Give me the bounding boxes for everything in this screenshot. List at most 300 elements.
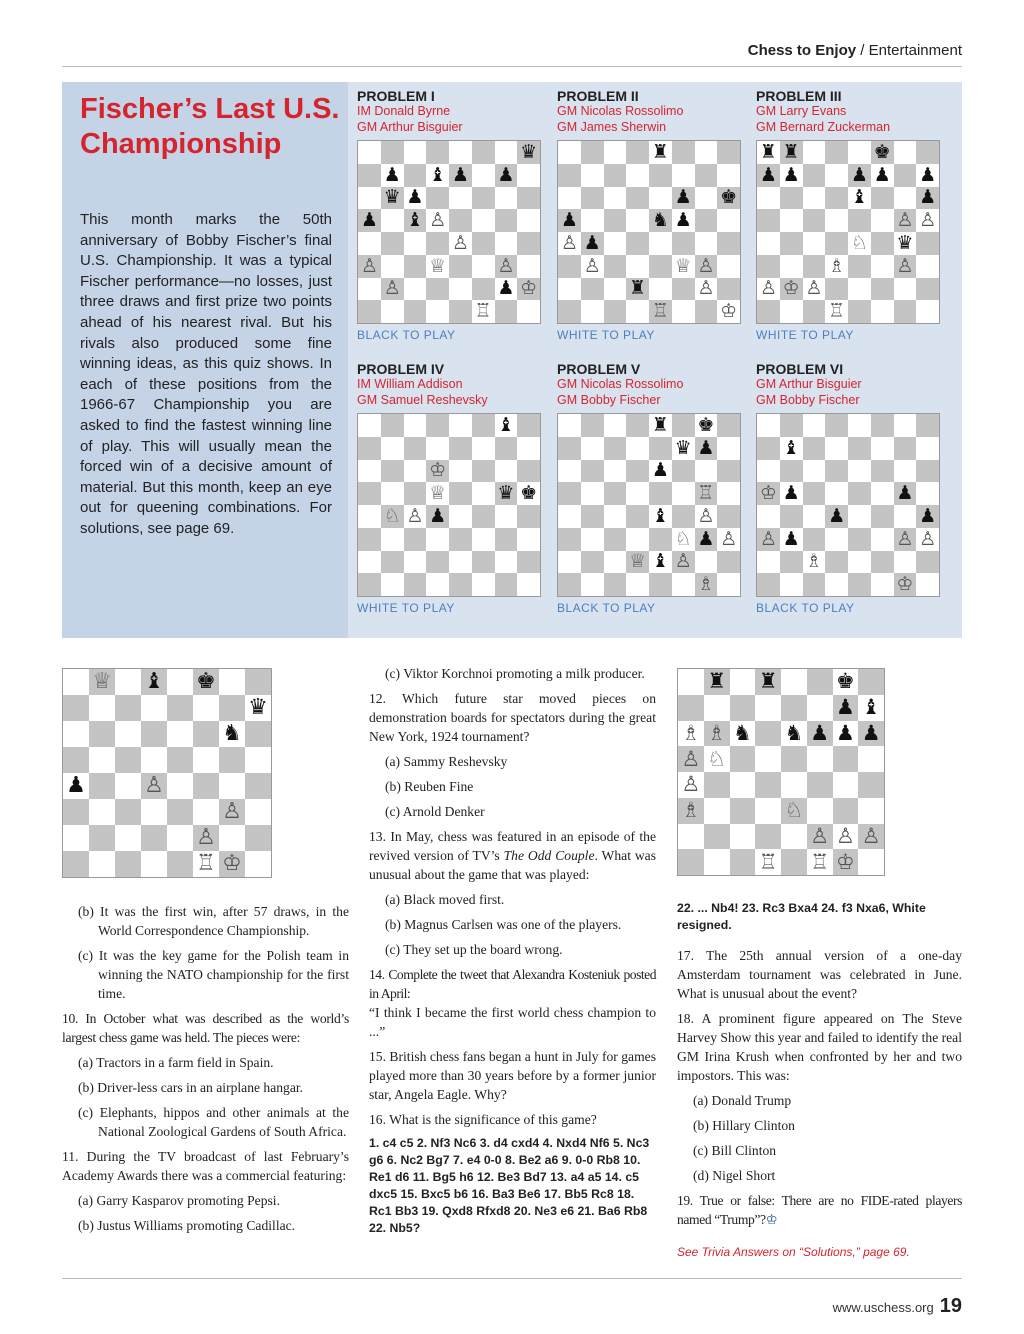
board-square [717, 164, 740, 187]
board-square [825, 209, 848, 232]
black-pawn-icon: ♟ [651, 459, 669, 482]
problem-4 [357, 361, 542, 615]
board-square [730, 721, 756, 747]
board-square [63, 773, 89, 799]
white-bishop-icon: ♗ [707, 720, 727, 745]
white-pawn-icon: ♙ [759, 527, 777, 550]
board-square [825, 278, 848, 301]
board-square [558, 232, 581, 255]
board-square [916, 278, 939, 301]
board-square [672, 482, 695, 505]
white-knight-icon: ♘ [784, 798, 804, 823]
board-square [717, 414, 740, 437]
chess-board [756, 413, 940, 597]
black-knight-icon: ♞ [784, 720, 804, 745]
board-square [472, 278, 495, 301]
answer-13b: (b) Magnus Carlsen was one of the players. [385, 917, 622, 932]
black-pawn-icon: ♟ [919, 186, 937, 209]
board-square [517, 482, 540, 505]
board-square [626, 187, 649, 210]
answer-12a: (a) Sammy Reshevsky [385, 754, 508, 769]
black-knight-icon: ♞ [732, 720, 752, 745]
board-square [781, 669, 807, 695]
board-square [141, 825, 167, 851]
black-bishop-icon: ♝ [429, 163, 447, 186]
board-square [848, 209, 871, 232]
board-square [63, 747, 89, 773]
show-title: The Odd Couple [503, 848, 595, 863]
to-play-label: WHITE TO PLAY [357, 601, 455, 615]
board-square [894, 573, 917, 596]
board-square [803, 573, 826, 596]
chess-board [756, 140, 940, 324]
board-square [755, 669, 781, 695]
board-square [678, 721, 704, 747]
white-bishop-icon: ♗ [828, 254, 846, 277]
board-square [803, 300, 826, 323]
board-square [833, 772, 859, 798]
board-square [649, 437, 672, 460]
board-square [495, 209, 518, 232]
board-square [495, 573, 518, 596]
white-king-icon: ♔ [222, 851, 242, 876]
white-pawn-icon: ♙ [835, 823, 855, 848]
black-rook-icon: ♜ [782, 141, 800, 163]
board-square [219, 669, 245, 695]
board-square [916, 482, 939, 505]
board-square [757, 164, 780, 187]
column-3 [677, 900, 962, 1262]
board-square [858, 669, 884, 695]
header-rule [62, 66, 962, 67]
board-square [695, 528, 718, 551]
board-square [517, 414, 540, 437]
board-square [757, 255, 780, 278]
board-square [871, 551, 894, 574]
white-pawn-icon: ♙ [360, 254, 378, 277]
board-square [426, 141, 449, 164]
board-square [704, 824, 730, 850]
board-square [472, 528, 495, 551]
board-square [404, 482, 427, 505]
problem-white: IM Donald Byrne [357, 104, 451, 118]
board-square [219, 851, 245, 877]
board-square [495, 164, 518, 187]
black-rook-icon: ♜ [651, 414, 669, 436]
board-square [704, 772, 730, 798]
board-square [426, 209, 449, 232]
board-square [871, 482, 894, 505]
board-square [871, 437, 894, 460]
board-square [803, 528, 826, 551]
board-square [426, 528, 449, 551]
board-square [472, 164, 495, 187]
board-square [517, 300, 540, 323]
board-square [649, 528, 672, 551]
board-square [672, 164, 695, 187]
board-square [89, 695, 115, 721]
board-square [115, 825, 141, 851]
board-square [894, 164, 917, 187]
white-rook-icon: ♖ [758, 849, 778, 874]
board-square [449, 187, 472, 210]
white-knight-icon: ♘ [383, 505, 401, 527]
black-rook-icon: ♜ [707, 669, 727, 694]
board-square [755, 721, 781, 747]
black-pawn-icon: ♟ [835, 720, 855, 745]
column-2 [369, 664, 656, 1237]
board-square [558, 164, 581, 187]
answer-13c: (c) They set up the board wrong. [385, 942, 563, 957]
board-square [245, 799, 271, 825]
board-square [495, 505, 518, 528]
board-square [358, 460, 381, 483]
problem-title: PROBLEM I [357, 88, 435, 104]
board-square [472, 300, 495, 323]
board-square [245, 695, 271, 721]
question-16: 16. What is the significance of this game? [369, 1112, 597, 1127]
board-square [780, 187, 803, 210]
white-pawn-icon: ♙ [497, 254, 515, 277]
board-square [825, 573, 848, 596]
black-pawn-icon: ♟ [451, 163, 469, 186]
board-square [678, 669, 704, 695]
white-pawn-icon: ♙ [383, 277, 401, 300]
board-square [858, 772, 884, 798]
board-square [717, 528, 740, 551]
board-square [193, 773, 219, 799]
board-square [894, 414, 917, 437]
board-square [848, 278, 871, 301]
board-square [803, 551, 826, 574]
board-square [581, 551, 604, 574]
board-square [649, 414, 672, 437]
board-square [755, 798, 781, 824]
question-13-text: 13. In May, chess was featured in an episode of the revived version of TV’s [369, 829, 656, 863]
black-knight-icon: ♞ [651, 209, 669, 232]
board-square [848, 164, 871, 187]
board-square [871, 278, 894, 301]
problem-white: GM Larry Evans [756, 104, 847, 118]
board-square [626, 528, 649, 551]
board-square [63, 799, 89, 825]
black-bishop-icon: ♝ [144, 669, 164, 694]
board-square [916, 187, 939, 210]
board-square [825, 164, 848, 187]
answer-11a: (a) Garry Kasparov promoting Pepsi. [78, 1193, 280, 1208]
answers-reference: See Trivia Answers on “Solutions,” page 69. [677, 1245, 910, 1259]
board-square [472, 414, 495, 437]
game-conclusion: 22. ... Nb4! 23. Rc3 Bxa4 24. f3 Nxa6, White resigned. [677, 901, 926, 932]
board-square [871, 300, 894, 323]
white-pawn-icon: ♙ [674, 550, 692, 573]
board-square [558, 551, 581, 574]
board-square [381, 209, 404, 232]
footer-rule [62, 1278, 962, 1279]
board-square [649, 278, 672, 301]
board-square [558, 141, 581, 164]
answer-13a: (a) Black moved first. [385, 892, 505, 907]
board-square [871, 528, 894, 551]
board-square [704, 721, 730, 747]
question-12: 12. Which future star moved pieces on demonstration boards for spectators during the great New York, 1924 tournament? [369, 691, 656, 744]
board-square [558, 278, 581, 301]
board-square [404, 278, 427, 301]
board-square [404, 187, 427, 210]
board-square [404, 505, 427, 528]
board-square [63, 851, 89, 877]
black-bishop-icon: ♝ [406, 209, 424, 232]
problem-white: GM Arthur Bisguier [756, 377, 862, 391]
board-square [115, 799, 141, 825]
problem-black: GM Arthur Bisguier [357, 119, 463, 134]
board-square [472, 551, 495, 574]
board-square [780, 255, 803, 278]
board-square [755, 772, 781, 798]
board-square [717, 300, 740, 323]
white-pawn-icon: ♙ [681, 746, 701, 771]
board-square [449, 300, 472, 323]
answer-10b: (b) Driver-less cars in an airplane hangar. [78, 1080, 304, 1095]
board-square [695, 209, 718, 232]
board-square [604, 141, 627, 164]
white-rook-icon: ♖ [697, 482, 715, 505]
board-square [381, 573, 404, 596]
black-queen-icon: ♛ [520, 141, 538, 163]
board-square [717, 505, 740, 528]
board-square [472, 505, 495, 528]
white-pawn-icon: ♙ [896, 527, 914, 550]
board-square [517, 187, 540, 210]
board-square [858, 695, 884, 721]
footer-url: www.uschess.org [832, 1300, 934, 1315]
question-19 [677, 1191, 962, 1229]
board-square [449, 551, 472, 574]
end-mark-icon: ♔ [765, 1212, 778, 1227]
board-square [871, 164, 894, 187]
board-square [916, 414, 939, 437]
problem-white: IM William Addison [357, 377, 463, 391]
board-square [780, 164, 803, 187]
board-square [848, 460, 871, 483]
white-pawn-icon: ♙ [919, 209, 937, 232]
board-square [695, 414, 718, 437]
black-knight-icon: ♞ [222, 721, 242, 746]
board-square [757, 414, 780, 437]
board-square [517, 505, 540, 528]
white-pawn-icon: ♙ [720, 527, 738, 550]
board-square [894, 278, 917, 301]
white-pawn-icon: ♙ [697, 277, 715, 300]
board-square [649, 187, 672, 210]
board-square [894, 551, 917, 574]
board-square [825, 232, 848, 255]
board-square [695, 164, 718, 187]
board-square [848, 300, 871, 323]
board-square [825, 437, 848, 460]
answer-11c: (c) Viktor Korchnoi promoting a milk producer. [385, 666, 645, 681]
board-square [558, 505, 581, 528]
black-pawn-icon: ♟ [759, 163, 777, 186]
answer-9b: (b) It was the first win, after 57 draws, in the World Correspondence Championship. [78, 904, 349, 938]
board-square [780, 551, 803, 574]
board-square [848, 414, 871, 437]
board-square [780, 414, 803, 437]
board-square [717, 460, 740, 483]
board-square [517, 232, 540, 255]
board-square [604, 278, 627, 301]
board-square [780, 460, 803, 483]
board-square [704, 746, 730, 772]
board-square [858, 798, 884, 824]
black-pawn-icon: ♟ [782, 527, 800, 550]
board-square [472, 460, 495, 483]
board-square [449, 278, 472, 301]
question-19-text: 19. True or false: There are no FIDE-rated players named “Trump”? [677, 1193, 962, 1227]
board-square [649, 573, 672, 596]
board-square [678, 849, 704, 875]
white-pawn-icon: ♙ [560, 232, 578, 254]
board-square [558, 528, 581, 551]
board-square [803, 460, 826, 483]
problem-6 [756, 361, 941, 615]
board-square [604, 437, 627, 460]
board-square [381, 551, 404, 574]
quiz-board-right [677, 668, 885, 876]
board-square [449, 505, 472, 528]
question-13 [369, 827, 656, 884]
question-11: 11. During the TV broadcast of last February’s Academy Awards there was a commercial featuring: [62, 1149, 349, 1183]
board-square [833, 746, 859, 772]
board-square [358, 482, 381, 505]
black-pawn-icon: ♟ [497, 163, 515, 186]
board-square [626, 209, 649, 232]
board-square [141, 721, 167, 747]
board-square [63, 695, 89, 721]
black-pawn-icon: ♟ [697, 527, 715, 550]
problem-5 [557, 361, 742, 615]
board-square [807, 849, 833, 875]
board-square [916, 505, 939, 528]
problem-black: GM Bobby Fischer [756, 392, 860, 407]
board-square [678, 798, 704, 824]
board-square [558, 209, 581, 232]
board-square [858, 849, 884, 875]
white-pawn-icon: ♙ [697, 254, 715, 277]
board-square [581, 573, 604, 596]
board-square [581, 437, 604, 460]
board-square [581, 141, 604, 164]
board-square [141, 695, 167, 721]
black-king-icon: ♚ [873, 141, 891, 163]
board-square [426, 505, 449, 528]
white-king-icon: ♔ [429, 459, 447, 482]
board-square [358, 209, 381, 232]
board-square [807, 772, 833, 798]
board-square [695, 482, 718, 505]
board-square [449, 414, 472, 437]
black-king-icon: ♚ [520, 482, 538, 505]
black-queen-icon: ♛ [497, 482, 515, 505]
board-square [426, 460, 449, 483]
board-square [848, 551, 871, 574]
game-moves: 1. c4 c5 2. Nf3 Nc6 3. d4 cxd4 4. Nxd4 Nf6 5. Nc3 g6 6. Nc2 Bg7 7. e4 0-0 8. Be2 a6 9. 0-0 Rb8 10. Re1 d6 11. Bg5 h6 12. Be3 Bd7 13. a4 a5 14. c5 dxc5 15. Bxc5 b6 16. Ba3 Be6 17. Bb5 Rc8 18. Rc1 Bb3 19. Qxd8 Rfxd8 20. Ne3 e6 21. Ba6 Rb8 22. Nb5? [369, 1136, 650, 1235]
board-square [141, 669, 167, 695]
board-square [381, 482, 404, 505]
white-knight-icon: ♘ [707, 746, 727, 771]
board-square [495, 300, 518, 323]
answer-10a: (a) Tractors in a farm field in Spain. [78, 1055, 274, 1070]
board-square [115, 669, 141, 695]
board-square [626, 551, 649, 574]
board-square [916, 300, 939, 323]
board-square [803, 164, 826, 187]
problem-black: GM James Sherwin [557, 119, 667, 134]
board-square [358, 187, 381, 210]
board-square [916, 460, 939, 483]
board-square [649, 482, 672, 505]
board-square [672, 300, 695, 323]
white-pawn-icon: ♙ [697, 505, 715, 527]
black-bishop-icon: ♝ [861, 695, 881, 720]
board-square [780, 482, 803, 505]
board-square [695, 141, 718, 164]
to-play-label: WHITE TO PLAY [557, 328, 655, 342]
board-square [89, 773, 115, 799]
board-square [404, 414, 427, 437]
board-square [404, 528, 427, 551]
board-square [358, 505, 381, 528]
white-pawn-icon: ♙ [805, 277, 823, 300]
board-square [730, 695, 756, 721]
board-square [695, 255, 718, 278]
header-sub: Entertainment [868, 42, 962, 59]
white-rook-icon: ♖ [810, 849, 830, 874]
board-square [916, 573, 939, 596]
board-square [604, 232, 627, 255]
board-square [358, 164, 381, 187]
answer-18a: (a) Donald Trump [693, 1093, 792, 1108]
white-king-icon: ♔ [520, 277, 538, 300]
board-square [803, 232, 826, 255]
board-square [381, 255, 404, 278]
board-square [193, 851, 219, 877]
question-15: 15. British chess fans began a hunt in July for games played more than 30 years before by a former junior star, Angela Eagle. Why? [369, 1049, 656, 1102]
board-square [381, 141, 404, 164]
black-rook-icon: ♜ [758, 669, 778, 694]
board-square [495, 551, 518, 574]
board-square [678, 824, 704, 850]
to-play-label: BLACK TO PLAY [756, 601, 855, 615]
white-queen-icon: ♕ [674, 254, 692, 277]
board-square [695, 573, 718, 596]
board-square [581, 187, 604, 210]
board-square [678, 746, 704, 772]
board-square [426, 551, 449, 574]
black-pawn-icon: ♟ [850, 163, 868, 186]
board-square [404, 551, 427, 574]
board-square [581, 278, 604, 301]
board-square [807, 746, 833, 772]
board-square [803, 482, 826, 505]
black-bishop-icon: ♝ [651, 550, 669, 573]
board-square [193, 669, 219, 695]
black-rook-icon: ♜ [651, 141, 669, 163]
board-square [193, 799, 219, 825]
board-square [833, 824, 859, 850]
board-square [916, 209, 939, 232]
black-queen-icon: ♛ [383, 186, 401, 209]
